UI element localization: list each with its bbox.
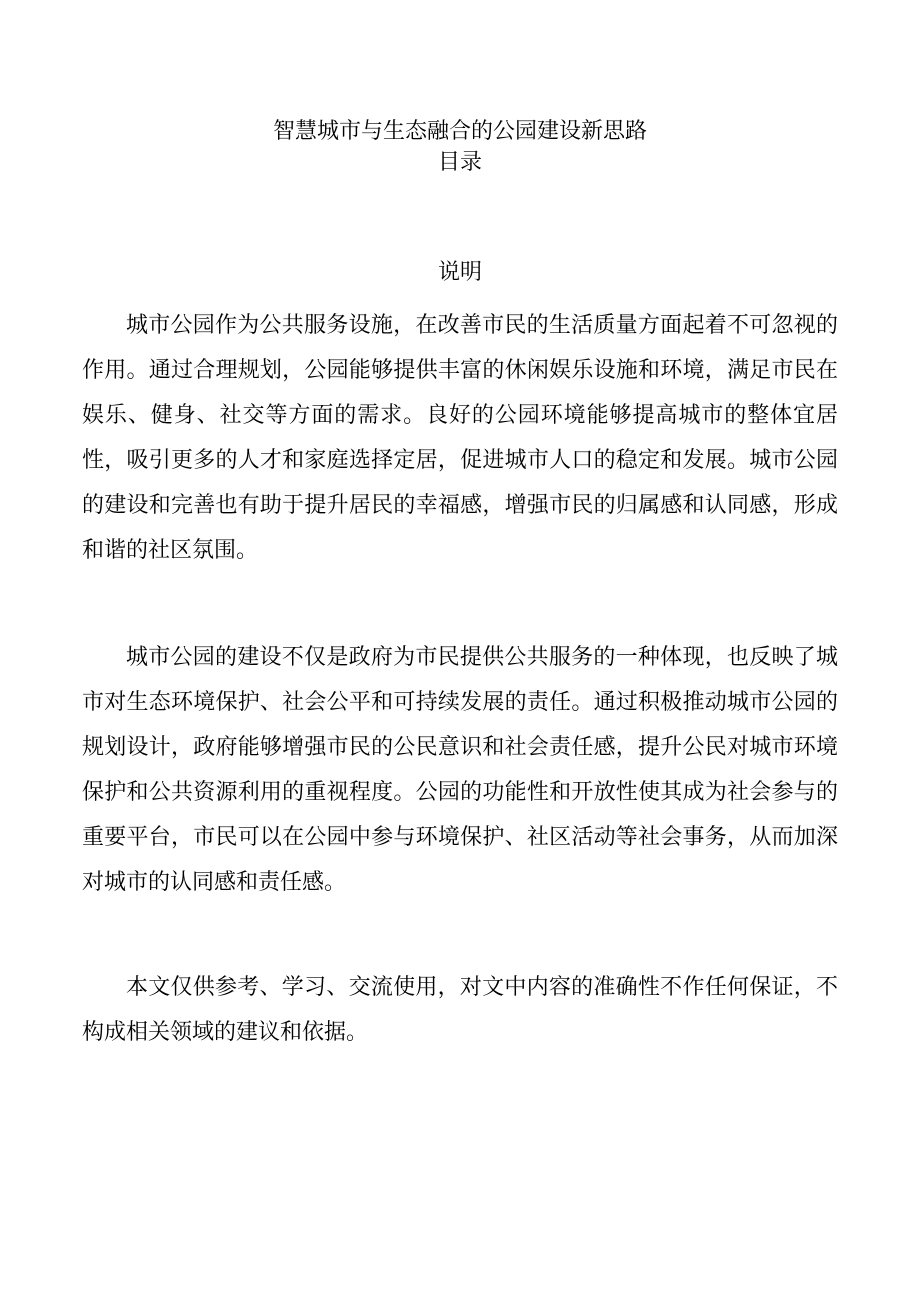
paragraph-1: 城市公园作为公共服务设施，在改善市民的生活质量方面起着不可忽视的作用。通过合理规划，公园能够提供丰富的休闲娱乐设施和环境，满足市民在娱乐、健身、社交等方面的需求。良好的公园环境能够提高城市的整体宜居性，吸引更多的人才和家庭选择定居，促进城市人口的稳定和发展。城市公园的建设和完善也有助于提升居民的幸福感，增强市民的归属感和认同感，形成和谐的社区氛围。	[82, 313, 838, 563]
toc-label: 目录	[437, 150, 482, 175]
section-heading: 说明	[437, 260, 482, 285]
paragraph-3: 本文仅供参考、学习、交流使用，对文中内容的准确性不作任何保证，不构成相关领域的建议和依据。	[82, 975, 838, 1045]
document-title: 智慧城市与生态融合的公园建设新思路	[272, 119, 647, 144]
paragraph-2: 城市公园的建设不仅是政府为市民提供公共服务的一种体现，也反映了城市对生态环境保护、社会公平和可持续发展的责任。通过积极推动城市公园的规划设计，政府能够增强市民的公民意识和社会责任感，提升公民对城市环境保护和公共资源利用的重视程度。公园的功能性和开放性使其成为社会参与的重要平台，市民可以在公园中参与环境保护、社区活动等社会事务，从而加深对城市的认同感和责任感。	[82, 645, 838, 895]
